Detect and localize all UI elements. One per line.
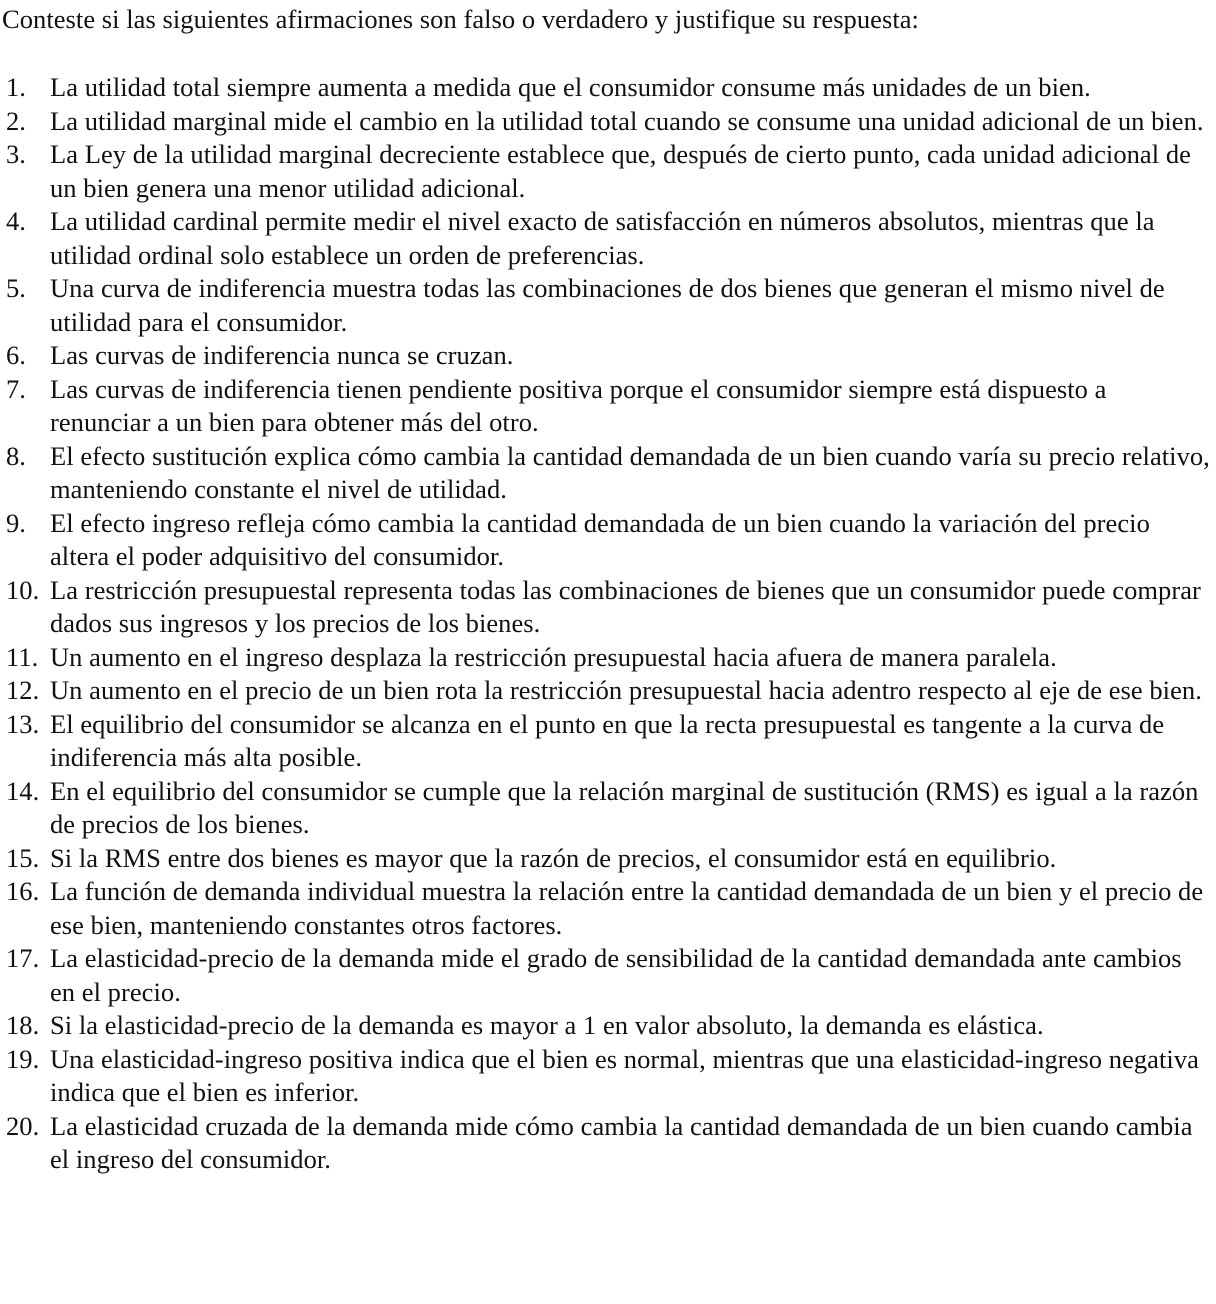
question-text: La elasticidad-precio de la demanda mide el grado de sensibilidad de la cantidad demandada ante cambios en el precio. (50, 943, 1182, 1007)
question-item (0, 674, 1212, 708)
question-number: 20. (6, 1110, 40, 1141)
question-item (0, 641, 1212, 675)
question-number: 12. (6, 675, 40, 705)
question-item (0, 1009, 1212, 1043)
question-item (0, 373, 1212, 440)
question-item (0, 875, 1212, 942)
question-item (0, 339, 1212, 373)
question-number: 9. (6, 507, 26, 538)
question-text: Si la RMS entre dos bienes es mayor que la razón de precios, el consumidor está en equilibrio. (50, 842, 1057, 873)
question-number: 3. (6, 139, 26, 169)
question-item (0, 708, 1212, 775)
question-number: 5. (6, 273, 26, 303)
question-text: La utilidad total siempre aumenta a medida que el consumidor consume más unidades de un bien. (50, 72, 1091, 102)
question-number: 6. (6, 340, 26, 370)
question-text: Un aumento en el ingreso desplaza la restricción presupuestal hacia afuera de manera paralela. (50, 641, 1057, 672)
question-number: 14. (6, 775, 40, 806)
question-number: 19. (6, 1043, 40, 1074)
question-item (0, 507, 1212, 574)
question-item (0, 71, 1212, 105)
question-text: Las curvas de indiferencia nunca se cruzan. (50, 340, 514, 370)
question-number: 17. (6, 943, 40, 973)
question-text: En el equilibrio del consumidor se cumple que la relación marginal de sustitución (RMS) es igual a la razón de precios de los bienes. (50, 775, 1199, 839)
question-text: La utilidad marginal mide el cambio en la utilidad total cuando se consume una unidad adicional de un bien. (50, 105, 1204, 136)
question-number: 7. (6, 373, 26, 404)
question-item (0, 1043, 1212, 1110)
question-item (0, 842, 1212, 876)
question-number: 13. (6, 708, 40, 739)
question-text: Una curva de indiferencia muestra todas las combinaciones de dos bienes que generan el mismo nivel de utilidad para el consumidor. (50, 273, 1165, 337)
question-item (0, 775, 1212, 842)
question-text: La elasticidad cruzada de la demanda mide cómo cambia la cantidad demandada de un bien cuando cambia el ingreso del consumidor. (50, 1110, 1193, 1174)
question-item (0, 440, 1212, 507)
question-text: Si la elasticidad-precio de la demanda es mayor a 1 en valor absoluto, la demanda es elástica. (50, 1010, 1044, 1040)
question-list (0, 71, 1212, 1177)
question-item (0, 1110, 1212, 1177)
question-item (0, 105, 1212, 139)
question-item (0, 942, 1212, 1009)
question-text: La utilidad cardinal permite medir el nivel exacto de satisfacción en números absolutos, mientras que la utilidad ordinal solo establece un orden de preferencias. (50, 206, 1155, 270)
question-text: La Ley de la utilidad marginal decreciente establece que, después de cierto punto, cada unidad adicional de un bien genera una menor utilidad adicional. (50, 139, 1191, 203)
question-text: Un aumento en el precio de un bien rota la restricción presupuestal hacia adentro respecto al eje de ese bien. (50, 675, 1202, 705)
question-number: 1. (6, 72, 26, 102)
question-number: 15. (6, 842, 40, 873)
question-item (0, 272, 1212, 339)
question-text: El equilibrio del consumidor se alcanza en el punto en que la recta presupuestal es tangente a la curva de indiferencia más alta posible. (50, 708, 1165, 772)
question-text: Una elasticidad-ingreso positiva indica que el bien es normal, mientras que una elasticidad-ingreso negativa indica que el bien es inferior. (50, 1043, 1199, 1107)
question-number: 16. (6, 876, 40, 906)
question-number: 4. (6, 206, 26, 236)
question-number: 11. (6, 641, 39, 672)
question-text: El efecto sustitución explica cómo cambia la cantidad demandada de un bien cuando varía su precio relativo, manteniendo constante el nivel de utilidad. (50, 440, 1210, 504)
question-number: 18. (6, 1010, 40, 1040)
question-text: El efecto ingreso refleja cómo cambia la cantidad demandada de un bien cuando la variación del precio altera el poder adquisitivo del consumidor. (50, 507, 1150, 571)
question-item (0, 138, 1212, 205)
question-text: La función de demanda individual muestra la relación entre la cantidad demandada de un bien y el precio de ese bien, manteniendo constantes otros factores. (50, 876, 1204, 940)
instruction-text: Conteste si las siguientes afirmaciones son falso o verdadero y justifique su respuesta: (2, 4, 919, 34)
question-text: La restricción presupuestal representa todas las combinaciones de bienes que un consumidor puede comprar dados sus ingresos y los precios de los bienes. (50, 574, 1201, 638)
question-number: 8. (6, 440, 26, 471)
question-item (0, 205, 1212, 272)
question-item (0, 574, 1212, 641)
question-text: Las curvas de indiferencia tienen pendiente positiva porque el consumidor siempre está dispuesto a renunciar a un bien para obtener más del otro. (50, 373, 1107, 437)
question-number: 10. (6, 574, 40, 605)
question-number: 2. (6, 105, 26, 136)
